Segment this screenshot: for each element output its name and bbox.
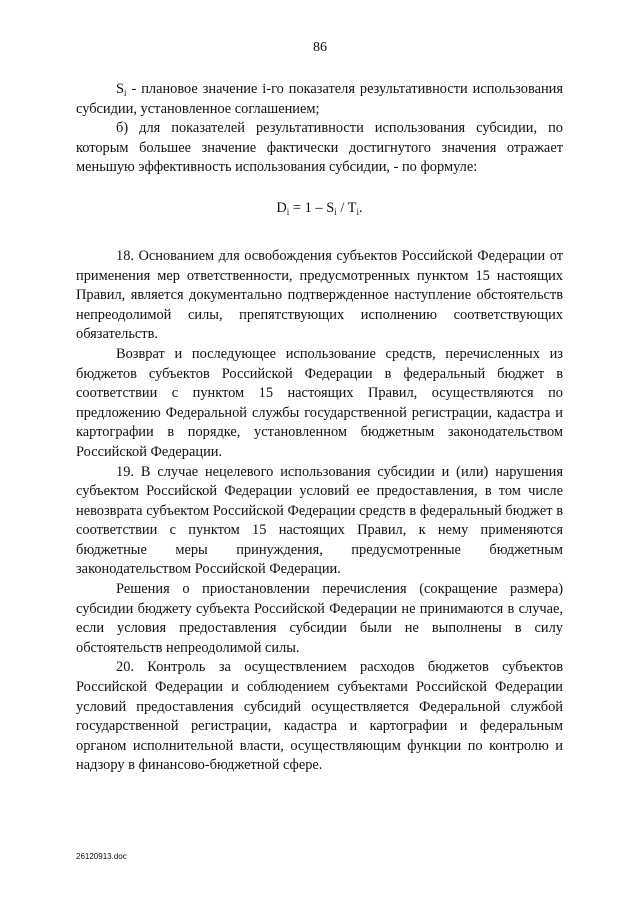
formula-slash: / T <box>336 199 357 216</box>
paragraph-b: б) для показателей результативности использования субсидии, по которым большее значение фактически достигнутого значения отражает меньшую эффективность использования субсидии, - по формуле: <box>76 120 563 176</box>
formula-t-subscript: i <box>356 206 359 217</box>
definition-s-i <box>76 80 563 119</box>
formula-end: . <box>358 199 363 216</box>
paragraph-18: 18. Основанием для освобождения субъектов Российской Федерации от применения мер ответственности, предусмотренных пунктом 15 настоящих Правил, является документально подтвержденное наступление обстоятельств непреодолимой силы, препятствующих исполнению соответствующих обязательств. <box>76 247 563 343</box>
symbol-s-subscript: i <box>124 88 127 98</box>
paragraph-suspension: Решения о приостановлении перечисления (сокращение размера) субсидии бюджету субъекта Российской Федерации не принимаются в случае, если условия предоставления субсидии были не выполнены в силу обстоятельств непреодолимой силы. <box>76 581 563 656</box>
paragraph-return-funds: Возврат и последующее использование средств, перечисленных из бюджетов субъектов Российской Федерации в федеральный бюджет в соответствии с пунктом 15 настоящих Правил, осуществляются по предложению Федеральной службы государственной регистрации, кадастра и картографии в порядке, установленном бюджетным законодательством Российской Федерации. <box>76 345 563 460</box>
footer-filename: 26120913.doc <box>76 852 127 861</box>
paragraph-19: 19. В случае нецелевого использования субсидии и (или) нарушения субъектом Российской Федерации условий ее предоставления, в том числе невозврата субъектом Российской Федерации средств в федеральный бюджет в соответствии с пунктом 15 настоящих Правил, к нему применяются бюджетные меры принуждения, предусмотренные бюджетным законодательством Российской Федерации. <box>76 463 563 578</box>
formula-middle: = 1 – S <box>289 199 335 216</box>
formula-lhs-subscript: i <box>286 206 290 217</box>
formula-s-subscript: i <box>334 206 337 217</box>
paragraph-20: 20. Контроль за осуществлением расходов бюджетов субъектов Российской Федерации и соблюдением субъектами Российской Федерации условий предоставления субсидий осуществляется Федеральной службой государственной регистрации, кадастра и картографии и федеральным органом исполнительной власти, осуществляющим функции по контролю и надзору в финансово-бюджетной сфере. <box>76 659 563 774</box>
formula-lhs: D <box>276 199 287 216</box>
definition-text: - плановое значение i-го показателя результативности использования субсидии, установленное соглашением; <box>76 81 563 117</box>
formula <box>76 198 563 218</box>
page-number: 86 <box>313 40 327 55</box>
document-body <box>76 80 563 776</box>
symbol-s: S <box>116 81 125 97</box>
